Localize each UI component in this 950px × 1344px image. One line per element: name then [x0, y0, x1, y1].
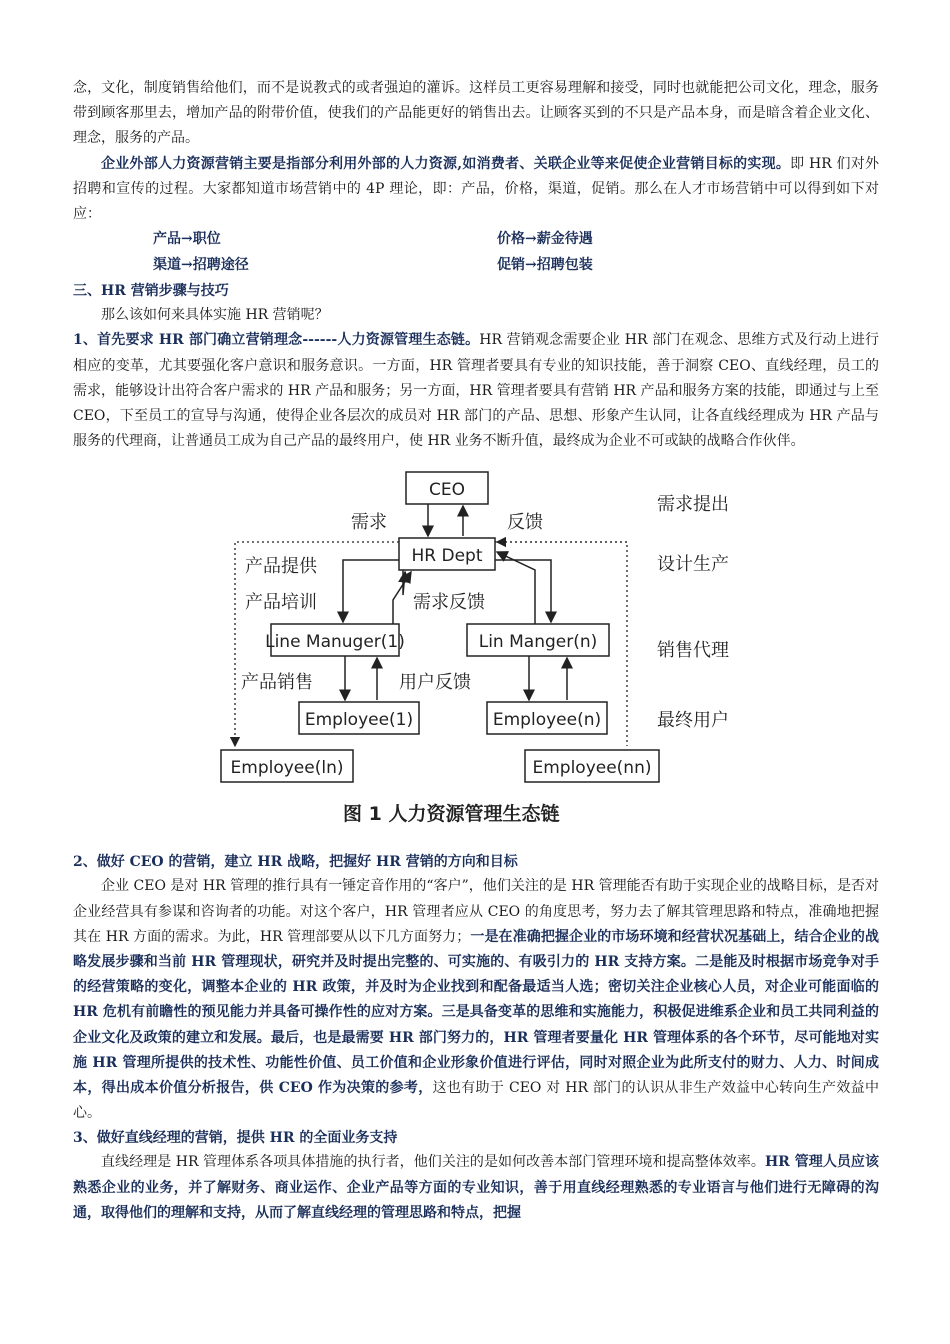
mapping-channel: 渠道→招聘途径 [153, 257, 249, 274]
feedback-label: 反馈 [507, 512, 543, 534]
employee-1-label: Employee(1) [304, 710, 414, 731]
line-manager-n-label: Lin Manger(n) [478, 632, 598, 653]
step-3-bold: HR 管理人员应该熟悉企业的业务，并了解财务、商业运作、企业产品等方面的专业知识，善于用直线经理熟悉的专业语言与他们进行无障碍的沟通，取得他们的理解和支持，从而了解直线经理的管理思路和特点，把握 [73, 1154, 879, 1221]
employee-n-label: Employee(n) [492, 710, 602, 731]
demand-feedback-label: 需求反馈 [413, 592, 485, 614]
paragraph-1: 念，文化，制度销售给他们，而不是说教式的或者强迫的灌诉。这样员工更容易理解和接受，同时也就能把公司文化，理念，服务带到顾客那里去，增加产品的附带价值，使我们的产品能更好的销售出去。让顾客买到的不只是产品本身，而是暗含着企业文化、理念，服务的产品。 [73, 80, 879, 147]
product-supply-label: 产品提供 [245, 556, 317, 578]
step-1-paragraph [73, 328, 879, 454]
stage-sales-agent-label: 销售代理 [657, 640, 729, 662]
section-heading-3: 三、HR 营销步骤与技巧 [73, 283, 229, 300]
product-sales-label: 产品销售 [241, 672, 313, 694]
step-3-text: 直线经理是 HR 管理体系各项具体措施的执行者，他们关注的是如何改善本部门管理环境和提高整体效率。 [101, 1154, 765, 1171]
paragraph-3: 那么该如何来具体实施 HR 营销呢？ [101, 307, 329, 324]
stage-demand-label: 需求提出 [657, 494, 729, 516]
hr-dept-label: HR Dept [411, 546, 483, 567]
figure-caption: 图 1 人力资源管理生态链 [343, 803, 560, 826]
step-1-text: HR 营销观念需要企业 HR 部门在观念、思维方式及行动上进行相应的变革，尤其要强化客户意识和服务意识。一方面，HR 管理者要具有专业的知识技能，善于洞察 CEO、直线经理，员工的需求，能够设计出符合客户需求的 HR 产品和服务；另一方面，HR 管理者要具有营销 HR 产品和服务方案的技能，即通过与上至 CEO，下至员工的宣导与沟通，使得企业各层次的成员对 HR 部门的产品、思想、形象产生认同，让各直线经理成为 HR 产品与服务的代理商，让普通员工成为自己产品的最终用户，使 HR 业务不断升值，最终成为企业不可或缺的战略合作伙伴。 [73, 332, 879, 450]
hr-ecology-chain-diagram [73, 460, 879, 846]
product-training-label: 产品培训 [245, 592, 317, 614]
stage-design-label: 设计生产 [657, 554, 729, 576]
step-3-heading: 3、做好直线经理的营销，提供 HR 的全面业务支持 [73, 1130, 398, 1147]
ceo-label: CEO [429, 480, 465, 501]
4p-mapping [73, 227, 879, 279]
document-page [73, 76, 879, 1226]
mapping-price: 价格→薪金待遇 [497, 231, 593, 248]
employee-ln-label: Employee(ln) [230, 758, 344, 779]
paragraph-2-text: 即 HR 们对外招聘和宣传的过程。大家都知道市场营销中的 4P 理论，即：产品，价格，渠道，促销。那么在人才市场营销中可以得到如下对应： [73, 155, 879, 223]
step-2-heading: 2、做好 CEO 的营销，建立 HR 战略，把握好 HR 营销的方向和目标 [73, 854, 518, 871]
mapping-product: 产品→职位 [153, 231, 221, 248]
step-1-heading: 1、首先要求 HR 部门确立营销理念------人力资源管理生态链。 [73, 332, 480, 349]
stage-end-user-label: 最终用户 [657, 710, 729, 732]
diagram-svg [73, 460, 879, 846]
user-feedback-label: 用户反馈 [399, 672, 471, 694]
mapping-promotion: 促销→招聘包装 [497, 257, 593, 274]
paragraph-2 [73, 152, 879, 228]
employee-nn-label: Employee(nn) [532, 758, 652, 779]
step-2-bold: 一是在准确把握企业的市场环境和经营状况基础上，结合企业的战略发展步骤和当前 HR 管理现状，研究并及时提出完整的、可实施的、有吸引力的 HR 支持方案。二是能及时根据市场竞争对手的经营策略的变化，调整本企业的 HR 政策，并及时为企业找到和配备最适当人选；密切关注企业核心人员，对企业可能面临的 HR 危机有前瞻性的预见能力并具备可操作性的应对方案。三是具备变革的思维和实施能力，积极促进维系企业和员工共同利益的企业文化及政策的建立和发展。最后，也是最需要 HR 部门努力的，HR 管理者要量化 HR 管理体系的各个环节，尽可能地对实施 HR 管理所提供的技术性、功能性价值、员工价值和企业形象价值进行评估，同时对照企业为此所支付的财力、人力、时间成本，得出成本价值分析报告，供 CEO 作为决策的参考， [73, 928, 879, 1097]
step-2-text-a: 企业 CEO 是对 HR 管理的推行具有一锤定音作用的“客户”，他们关注的是 HR 管理能否有助于实现企业的战略目标，是否对企业经营具有参谋和咨询者的功能。对这个客户，HR 管理者应从 CEO 的角度思考，努力去了解其管理思路和特点，准确地把握其在 HR 方面的需求。为此，HR 管理部要从以下几方面努力； [73, 878, 879, 945]
demand-label: 需求 [351, 512, 387, 534]
step-3-paragraph [73, 1150, 879, 1226]
line-manager-1-label: Line Manuger(1) [265, 632, 405, 653]
step-2-paragraph [73, 874, 879, 1126]
paragraph-2-bold: 企业外部人力资源营销主要是指部分利用外部的人力资源,如消费者、关联企业等来促使企业营销目标的实现。 [101, 155, 791, 172]
step-2-text-b: 这也有助于 CEO 对 HR 部门的认识从非生产效益中心转向生产效益中心。 [73, 1080, 879, 1122]
